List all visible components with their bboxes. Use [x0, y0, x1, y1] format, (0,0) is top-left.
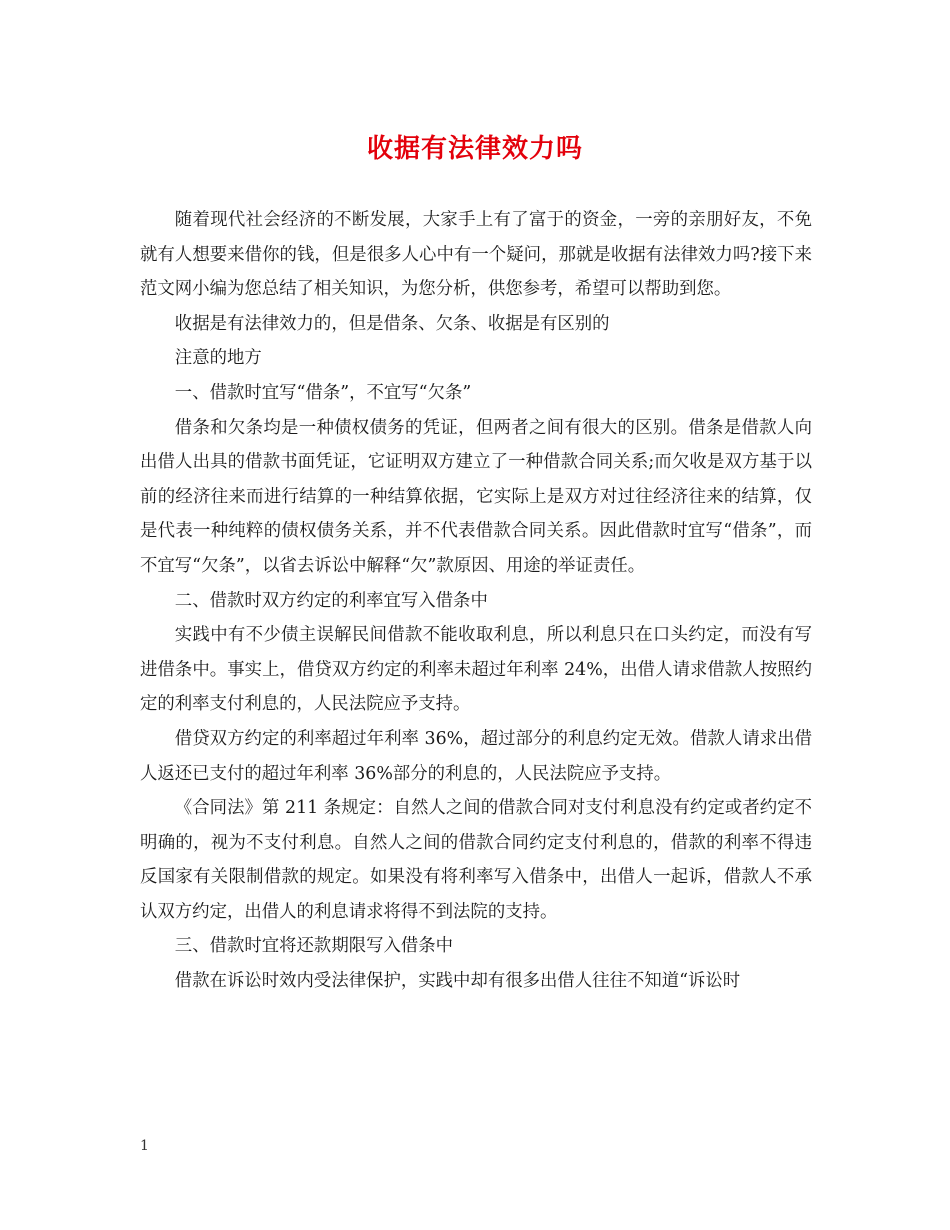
- paragraph-section-1: 借条和欠条均是一种债权债务的凭证，但两者之间有很大的区别。借条是借款人向出借人出具的借款书面凭证，它证明双方建立了一种借款合同关系;而欠收是双方基于以前的经济往来而进行结算的一种结算依据，它实际上是双方对过往经济往来的结算，仅是代表一种纯粹的债权债务关系，并不代表借款合同关系。因此借款时宜写“借条”，而不宜写“欠条”，以省去诉讼中解释“欠”款原因、用途的举证责任。: [140, 417, 812, 576]
- paragraph-notice-heading: 注意的地方: [174, 348, 262, 369]
- section-heading-3: 三、借款时宜将还款期限写入借条中: [174, 936, 454, 957]
- paragraph-section-2b: 借贷双方约定的利率超过年利率 36%，超过部分的利息约定无效。借款人请求出借人返还已支付的超过年利率 36%部分的利息的，人民法院应予支持。: [140, 728, 812, 784]
- section-heading-1: 一、借款时宜写“借条”，不宜写“欠条”: [174, 382, 472, 403]
- section-heading-2: 二、借款时双方约定的利率宜写入借条中: [174, 590, 488, 611]
- paragraph-section-2a: 实践中有不少债主误解民间借款不能收取利息，所以利息只在口头约定，而没有写进借条中。事实上，借贷双方约定的利率未超过年利率 24%，出借人请求借款人按照约定的利率支付利息的，人民法院应予支持。: [140, 625, 812, 715]
- paragraph-intro: 随着现代社会经济的不断发展，大家手上有了富于的资金，一旁的亲朋好友，不免就有人想要来借你的钱，但是很多人心中有一个疑问，那就是收据有法律效力吗?接下来范文网小编为您总结了相关知识，为您分析，供您参考，希望可以帮助到您。: [140, 210, 812, 300]
- paragraph-summary: 收据是有法律效力的，但是借条、欠条、收据是有区别的: [174, 313, 610, 334]
- page-number: 1: [140, 1138, 149, 1154]
- document-body: [140, 203, 812, 999]
- page-title: 收据有法律效力吗: [366, 134, 583, 164]
- paragraph-section-3: 借款在诉讼时效内受法律保护，实践中却有很多出借人往往不知道“诉讼时: [174, 971, 741, 992]
- paragraph-section-2c: 《合同法》第 211 条规定：自然人之间的借款合同对支付利息没有约定或者约定不明确的，视为不支付利息。自然人之间的借款合同约定支付利息的，借款的利率不得违反国家有关限制借款的规定。如果没有将利率写入借条中，出借人一起诉，借款人不承认双方约定，出借人的利息请求将得不到法院的支持。: [140, 798, 812, 922]
